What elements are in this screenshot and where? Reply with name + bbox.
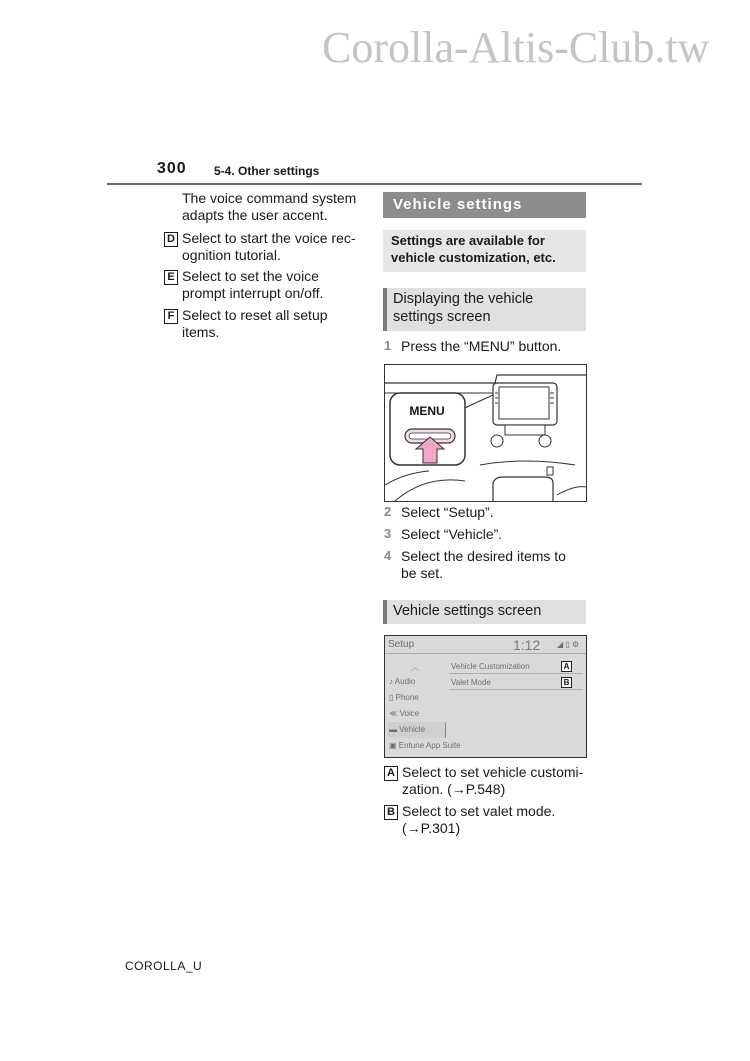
item-line: prompt interrupt on/off. bbox=[182, 285, 324, 301]
screen-menu-entune bbox=[389, 741, 461, 750]
scroll-up-icon: ︿ bbox=[411, 663, 419, 672]
footer-label: COROLLA_U bbox=[125, 959, 203, 973]
callout-badge: A bbox=[561, 661, 572, 672]
option-valet-mode: Valet Mode bbox=[451, 678, 491, 687]
option-vehicle-customization: Vehicle Customization bbox=[451, 662, 530, 671]
caption-item bbox=[384, 764, 586, 800]
settings-screen-image bbox=[384, 635, 587, 758]
menu-label: Voice bbox=[399, 709, 420, 718]
step-number: 2 bbox=[384, 504, 392, 519]
header-rule bbox=[107, 183, 642, 185]
menu-label: Phone bbox=[395, 693, 419, 702]
screen-time: 1:12 bbox=[513, 637, 541, 653]
caption-line: zation. (→P.548) bbox=[402, 781, 506, 797]
list-item bbox=[164, 268, 364, 304]
step-text: be set. bbox=[401, 565, 444, 581]
step-number: 1 bbox=[384, 338, 392, 353]
step-text: Select the desired items to bbox=[401, 548, 566, 564]
screen-menu-phone bbox=[389, 693, 419, 702]
item-line: items. bbox=[182, 324, 220, 340]
item-line: ognition tutorial. bbox=[182, 247, 281, 263]
voice-icon: ≪ bbox=[389, 709, 400, 718]
list-item bbox=[164, 230, 364, 266]
caption-line: Select to set valet mode. bbox=[402, 803, 556, 819]
intro-text bbox=[182, 190, 356, 224]
dashboard-illustration bbox=[384, 364, 587, 502]
step-number: 4 bbox=[384, 548, 392, 563]
menu-label: Entune App Suite bbox=[398, 741, 461, 750]
page-number: 300 bbox=[157, 160, 187, 177]
caption-item bbox=[384, 803, 586, 839]
displaying-screen-heading bbox=[383, 288, 586, 331]
music-icon: ♪ bbox=[389, 677, 395, 686]
step-number: 3 bbox=[384, 526, 392, 541]
screen-menu-audio bbox=[389, 677, 415, 686]
option-divider bbox=[449, 689, 583, 690]
step-text: Press the “MENU” button. bbox=[401, 338, 562, 354]
heading-line: Displaying the vehicle bbox=[393, 291, 534, 307]
intro-line: adapts the user accent. bbox=[182, 207, 328, 223]
item-line: Select to reset all setup bbox=[182, 307, 328, 323]
screen-divider bbox=[385, 653, 586, 654]
caption-badge: B bbox=[384, 805, 398, 820]
phone-icon: ▯ bbox=[389, 693, 396, 702]
watermark: Corolla-Altis-Club.tw bbox=[322, 23, 710, 72]
callout-badge: B bbox=[561, 677, 572, 688]
list-item bbox=[164, 307, 364, 343]
screen-menu-voice bbox=[389, 709, 419, 718]
status-icons: ◢ ▯ ⚙ bbox=[557, 640, 580, 649]
screen-menu-vehicle bbox=[389, 725, 425, 734]
intro-line: The voice command system bbox=[182, 190, 357, 206]
menu-label: MENU bbox=[409, 404, 445, 418]
note-line: vehicle customization, etc. bbox=[391, 250, 556, 265]
dashboard-drawing bbox=[385, 365, 586, 501]
menu-label: Vehicle bbox=[399, 725, 426, 734]
car-icon: ▬ bbox=[389, 725, 400, 734]
caption-badge: A bbox=[384, 766, 398, 781]
step-text: Select “Vehicle”. bbox=[401, 526, 503, 542]
note-line: Settings are available for bbox=[391, 233, 545, 248]
step-item bbox=[384, 504, 586, 522]
section-title: 5-4. Other settings bbox=[214, 164, 320, 178]
item-badge: F bbox=[164, 309, 178, 324]
step-item bbox=[384, 338, 586, 356]
step-item bbox=[384, 526, 586, 544]
caption-line: Select to set vehicle customi- bbox=[402, 764, 584, 780]
step-text: Select “Setup”. bbox=[401, 504, 494, 520]
item-badge: D bbox=[164, 232, 178, 247]
item-line: Select to start the voice rec- bbox=[182, 230, 356, 246]
vehicle-settings-heading: Vehicle settings bbox=[383, 192, 586, 218]
option-divider bbox=[449, 673, 583, 674]
vehicle-settings-screen-heading: Vehicle settings screen bbox=[383, 600, 586, 624]
screen-title: Setup bbox=[388, 639, 415, 650]
caption-line: (→P.301) bbox=[402, 820, 461, 836]
settings-note bbox=[383, 230, 586, 272]
step-item bbox=[384, 548, 586, 584]
heading-line: settings screen bbox=[393, 309, 491, 325]
item-badge: E bbox=[164, 270, 178, 285]
app-icon: ▣ bbox=[389, 741, 399, 750]
menu-label: Audio bbox=[394, 677, 416, 686]
item-line: Select to set the voice bbox=[182, 268, 319, 284]
